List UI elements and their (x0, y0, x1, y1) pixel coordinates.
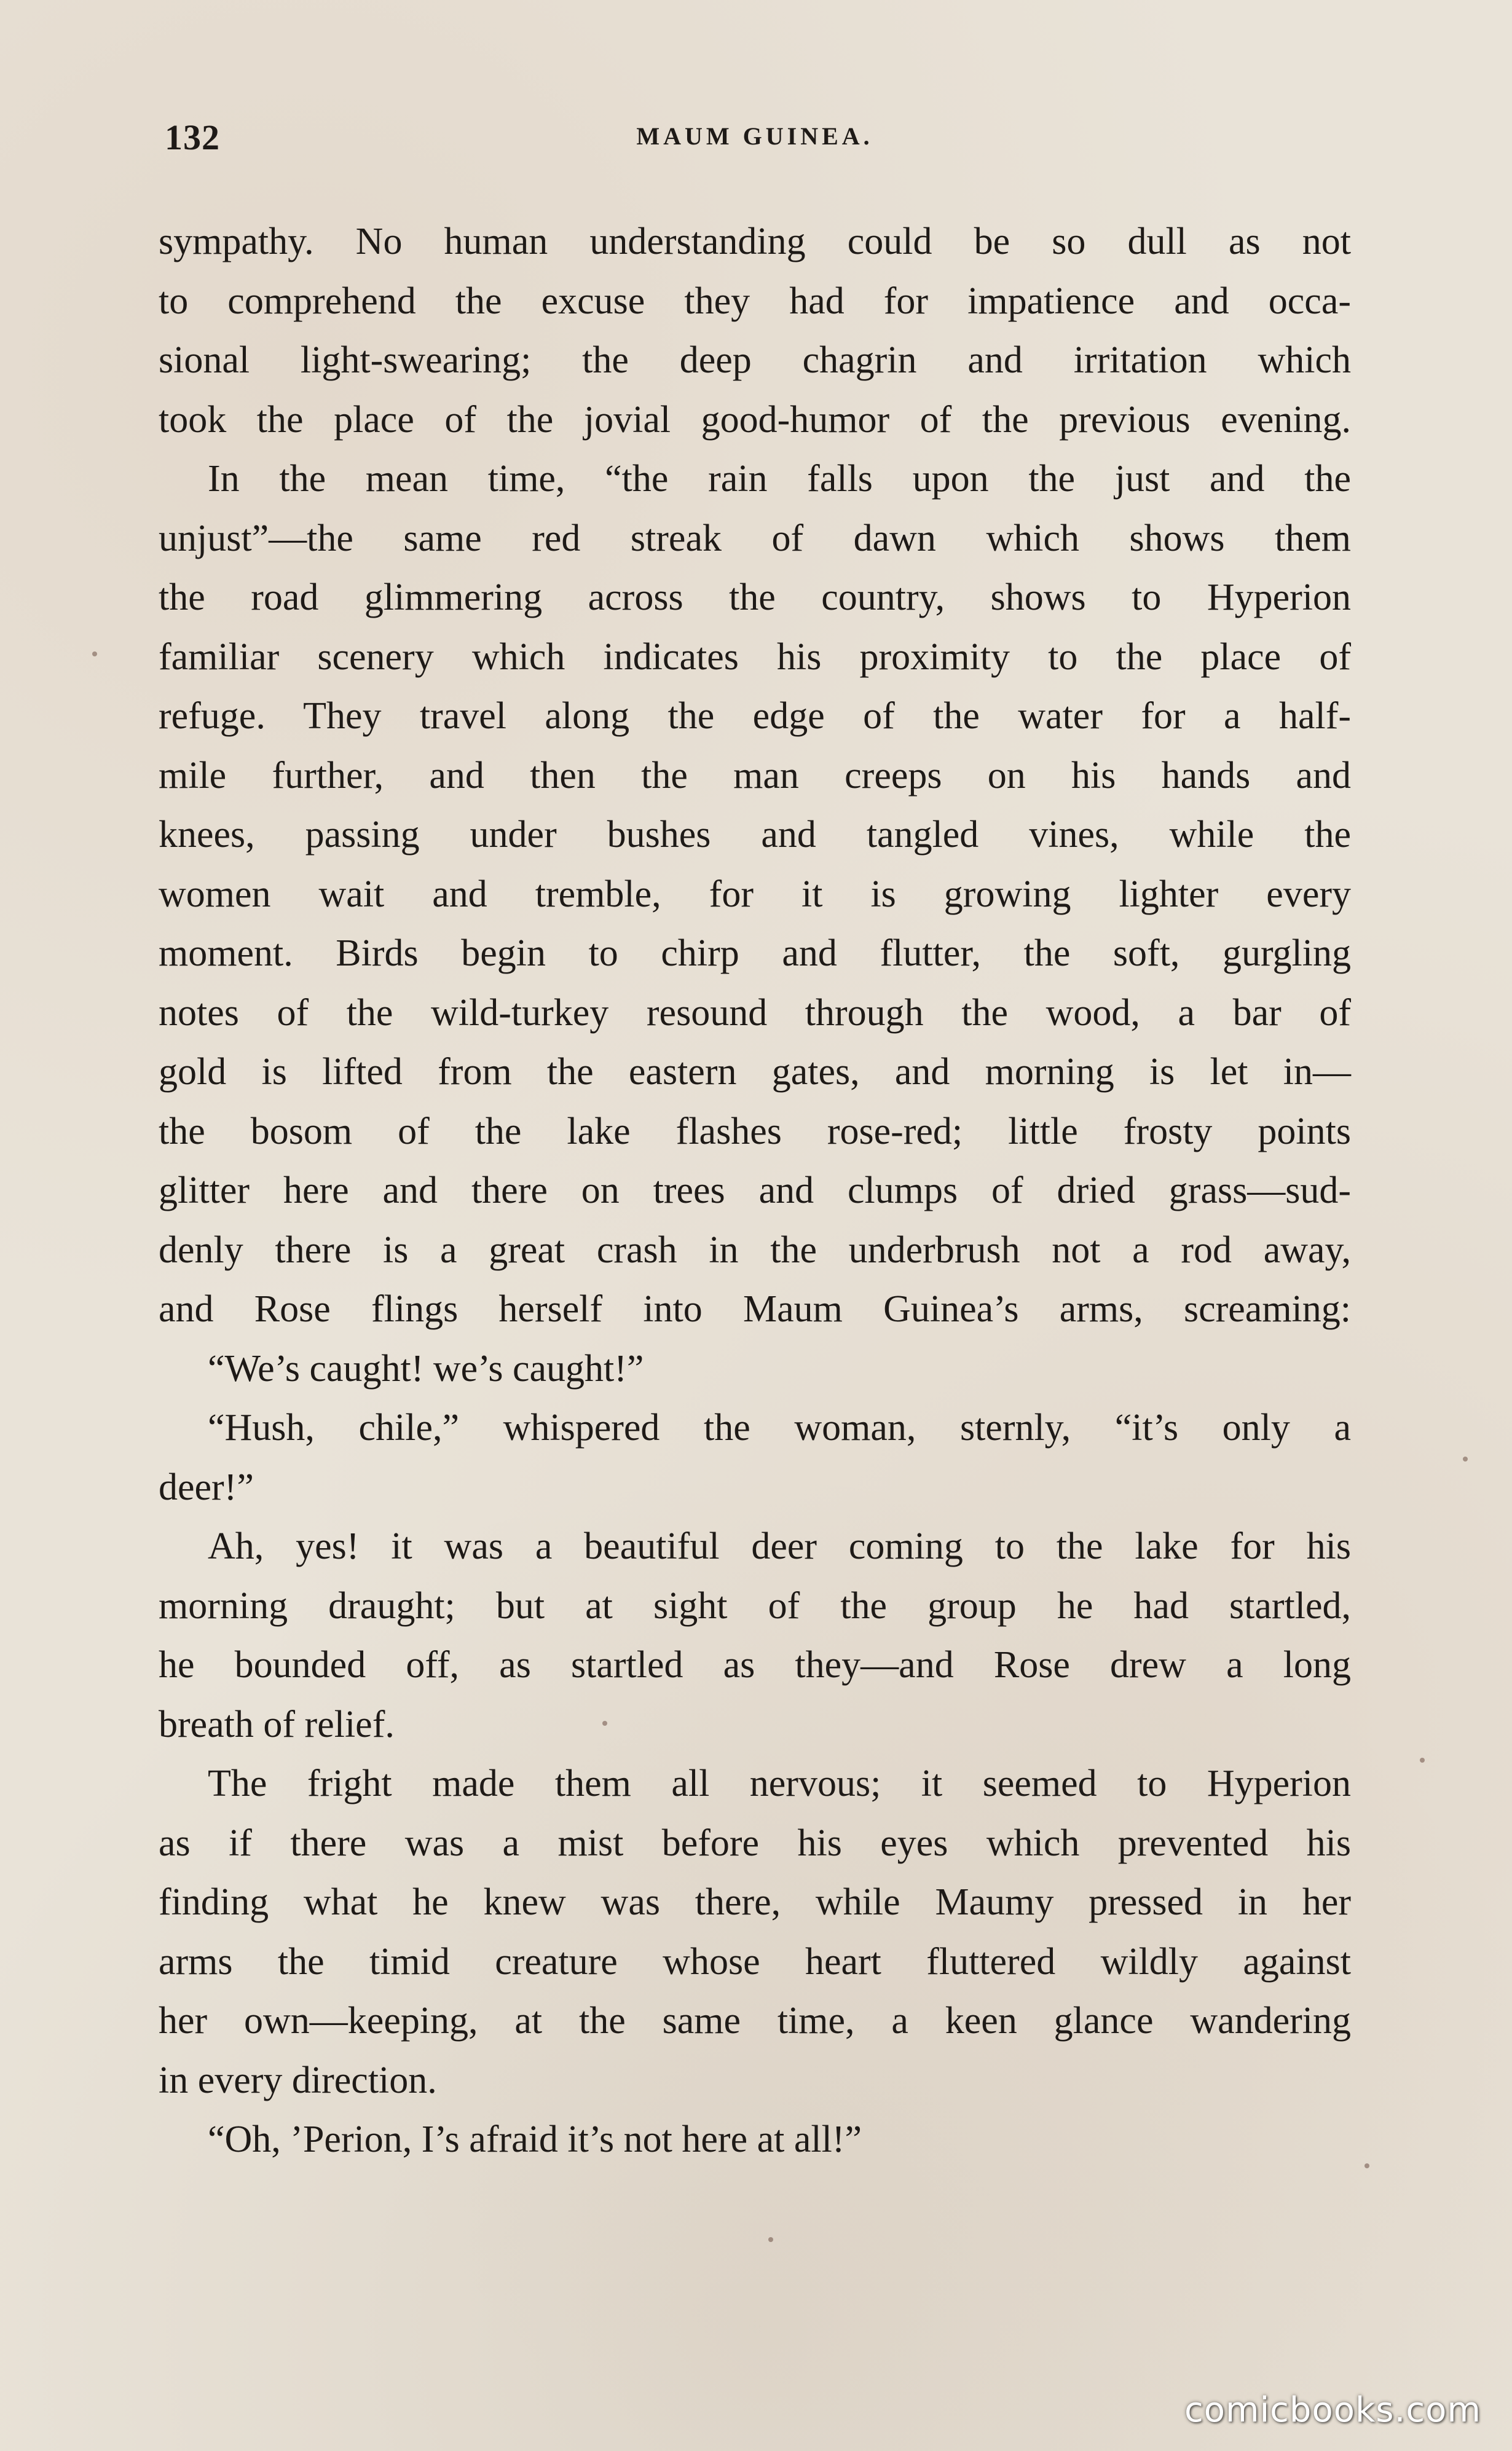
text-line: moment. Birds begin to chirp and flutter, the soft, gurgling (159, 932, 1351, 974)
text-line: her own—keeping, at the same time, a keen glance wandering (159, 2000, 1351, 2042)
text-line: deer!” (159, 1466, 254, 1508)
text-line: mile further, and then the man creeps on his hands and (159, 754, 1351, 797)
text-line: knees, passing under bushes and tangled vines, while the (159, 814, 1351, 856)
text-line: “We’s caught! we’s caught!” (208, 1347, 644, 1390)
text-line: The fright made them all nervous; it seemed to Hyperion (208, 1763, 1351, 1804)
page-number: 132 (165, 117, 220, 157)
text-line: breath of relief. (159, 1703, 395, 1745)
text-line: Ah, yes! it was a beautiful deer coming to the lake for his (208, 1525, 1351, 1567)
text-line: took the place of the jovial good-humor of the previous evening. (159, 398, 1351, 441)
paper-speck (768, 2237, 773, 2242)
text-line: the road glimmering across the country, shows to Hyperion (159, 576, 1351, 618)
paper-speck (1463, 1457, 1468, 1462)
paper-speck (1420, 1758, 1425, 1763)
text-line: morning draught; but at sight of the group he had startled, (159, 1584, 1351, 1627)
text-line: in every direction. (159, 2059, 437, 2101)
text-line: notes of the wild-turkey resound through the wood, a bar of (159, 991, 1351, 1034)
text-line: sional light-swearing; the deep chagrin and irritation which (159, 339, 1351, 381)
text-line: he bounded off, as startled as they—and Rose drew a long (159, 1644, 1351, 1686)
text-line: “Oh, ’Perion, I’s afraid it’s not here at all!” (208, 2119, 862, 2160)
text-line: sympathy. No human understanding could be so dull as not (159, 221, 1351, 262)
paper-speck (1364, 2163, 1369, 2168)
text-line: In the mean time, “the rain falls upon the just and the (208, 458, 1351, 500)
text-line: refuge. They travel along the edge of the water for a half- (159, 695, 1351, 737)
text-line: to comprehend the excuse they had for impatience and occa- (159, 280, 1351, 322)
text-line: arms the timid creature whose heart fluttered wildly against (159, 1940, 1351, 1983)
paper-speck (602, 1721, 607, 1726)
text-line: familiar scenery which indicates his proximity to the place of (159, 635, 1351, 678)
text-line: glitter here and there on trees and clumps of dried grass—sud- (159, 1170, 1351, 1211)
text-line: unjust”—the same red streak of dawn which shows them (159, 517, 1351, 559)
watermark: comicbooks.com (1184, 2390, 1481, 2430)
text-line: “Hush, chile,” whispered the woman, sternly, “it’s only a (208, 1407, 1351, 1449)
body-text (159, 212, 1351, 2170)
running-head: MAUM GUINEA. (636, 122, 873, 150)
page-header (159, 111, 1351, 166)
text-line: the bosom of the lake flashes rose-red; little frosty points (159, 1110, 1351, 1152)
text-line: gold is lifted from the eastern gates, and morning is let in— (159, 1051, 1351, 1093)
text-line: women wait and tremble, for it is growing lighter every (159, 873, 1351, 915)
text-line: finding what he knew was there, while Maumy pressed in her (159, 1881, 1351, 1923)
text-line: as if there was a mist before his eyes which prevented his (159, 1822, 1351, 1864)
text-line: denly there is a great crash in the underbrush not a rod away, (159, 1229, 1351, 1271)
paper-speck (92, 651, 97, 656)
text-line: and Rose flings herself into Maum Guinea’s arms, screaming: (159, 1288, 1351, 1330)
